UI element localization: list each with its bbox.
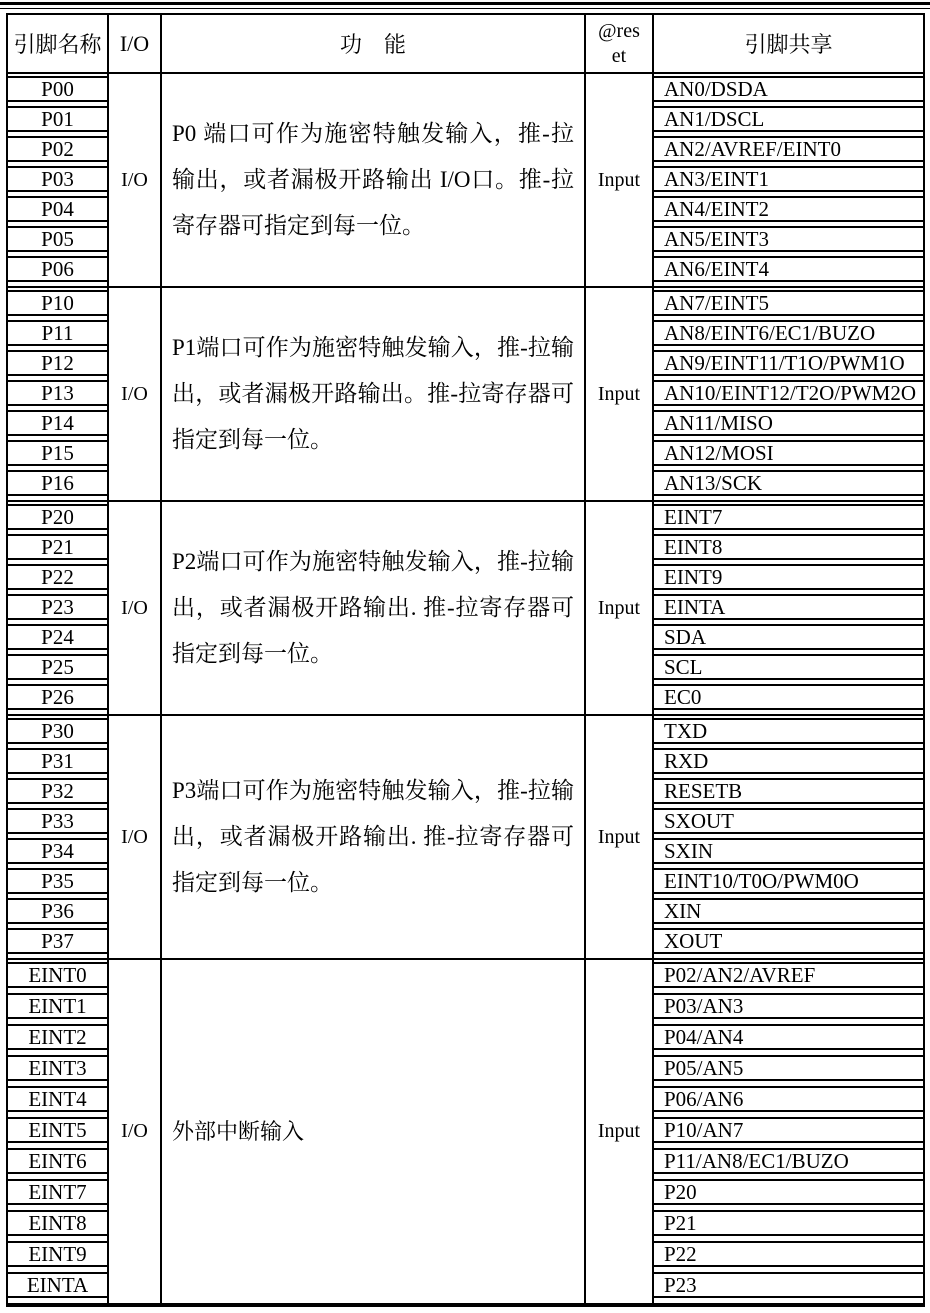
pin-name-column [8,960,107,1303]
share-cell: AN9/EINT11/T1O/PWM1O [654,350,923,376]
share-cell: EC0 [654,684,923,710]
pin-name-column [8,288,107,500]
pin-cell: P37 [8,928,107,954]
pin-cell: P32 [8,778,107,804]
share-cell: SXOUT [654,808,923,834]
share-cell: P10/AN7 [654,1117,923,1143]
pin-cell: P24 [8,624,107,650]
pin-name-column [8,502,107,714]
pin-cell: EINT4 [8,1086,107,1112]
top-rule [0,2,930,9]
reset-state-cell: Input [584,502,652,714]
pin-share-column [652,502,923,714]
pin-cell: EINT5 [8,1117,107,1143]
pin-cell: P22 [8,564,107,590]
share-cell: AN11/MISO [654,410,923,436]
table-header-row [8,15,923,72]
pin-cell: EINT8 [8,1210,107,1236]
share-cell: AN0/DSDA [654,76,923,102]
io-cell: I/O [107,74,160,286]
share-cell: AN1/DSCL [654,106,923,132]
share-cell: RXD [654,748,923,774]
share-cell: SDA [654,624,923,650]
pin-description-table [6,13,925,1307]
share-cell: EINT10/T0O/PWM0O [654,868,923,894]
share-cell: AN4/EINT2 [654,196,923,222]
reset-state-cell: Input [584,716,652,958]
pin-cell: EINT9 [8,1241,107,1267]
share-cell: P06/AN6 [654,1086,923,1112]
share-cell: P23 [654,1272,923,1298]
pin-cell: EINT7 [8,1179,107,1205]
share-cell: AN7/EINT5 [654,290,923,316]
share-cell: P22 [654,1241,923,1267]
table-section [8,958,923,1303]
share-cell: P04/AN4 [654,1024,923,1050]
function-text: P3端口可作为施密特触发输入，推-拉输出，或者漏极开路输出. 推-拉寄存器可指定到每一位。 [172,778,574,895]
function-cell [160,716,584,958]
io-cell: I/O [107,960,160,1303]
table-section [8,286,923,500]
share-cell: P11/AN8/EC1/BUZO [654,1148,923,1174]
pin-cell: P14 [8,410,107,436]
header-reset [584,15,652,72]
header-reset-label: @reset [598,19,640,67]
pin-cell: P13 [8,380,107,406]
share-cell: P05/AN5 [654,1055,923,1081]
pin-cell: P26 [8,684,107,710]
pin-cell: P16 [8,470,107,496]
pin-cell: P05 [8,226,107,252]
share-cell: AN12/MOSI [654,440,923,466]
share-cell: AN3/EINT1 [654,166,923,192]
function-text: P2端口可作为施密特触发输入，推-拉输出，或者漏极开路输出. 推-拉寄存器可指定到每一位。 [172,549,574,666]
pin-cell: P30 [8,718,107,744]
pin-cell: P12 [8,350,107,376]
io-cell: I/O [107,502,160,714]
pin-cell: P21 [8,534,107,560]
pin-cell: EINT2 [8,1024,107,1050]
reset-state-cell: Input [584,288,652,500]
io-cell: I/O [107,288,160,500]
pin-cell: EINT3 [8,1055,107,1081]
pin-cell: P03 [8,166,107,192]
pin-cell: P15 [8,440,107,466]
pin-name-column [8,716,107,958]
io-cell: I/O [107,716,160,958]
pin-cell: EINT1 [8,993,107,1019]
header-function: 功 能 [160,15,584,72]
share-cell: EINT9 [654,564,923,590]
pin-cell: P01 [8,106,107,132]
table-section [8,500,923,714]
pin-cell: P10 [8,290,107,316]
share-cell: XIN [654,898,923,924]
pin-cell: P02 [8,136,107,162]
pin-share-column [652,74,923,286]
pin-cell: EINT6 [8,1148,107,1174]
function-text: 外部中断输入 [172,1118,305,1144]
pin-cell: P20 [8,504,107,530]
reset-state-cell: Input [584,960,652,1303]
pin-cell: P31 [8,748,107,774]
share-cell: AN5/EINT3 [654,226,923,252]
share-cell: P21 [654,1210,923,1236]
function-cell [160,960,584,1303]
pin-cell: P23 [8,594,107,620]
pin-cell: P06 [8,256,107,282]
header-pin-share: 引脚共享 [652,15,923,72]
pin-name-column [8,74,107,286]
share-cell: AN10/EINT12/T2O/PWM2O [654,380,923,406]
pin-cell: P33 [8,808,107,834]
share-cell: RESETB [654,778,923,804]
share-cell: AN6/EINT4 [654,256,923,282]
share-cell: TXD [654,718,923,744]
share-cell: P20 [654,1179,923,1205]
share-cell: SXIN [654,838,923,864]
pin-cell: EINTA [8,1272,107,1298]
share-cell: XOUT [654,928,923,954]
function-cell [160,502,584,714]
table-section [8,72,923,286]
table-section [8,714,923,958]
share-cell: EINT7 [654,504,923,530]
pin-cell: P11 [8,320,107,346]
pin-cell: P04 [8,196,107,222]
share-cell: P03/AN3 [654,993,923,1019]
share-cell: EINTA [654,594,923,620]
pin-cell: P25 [8,654,107,680]
pin-share-column [652,288,923,500]
pin-cell: P35 [8,868,107,894]
function-text: P1端口可作为施密特触发输入，推-拉输出，或者漏极开路输出。推-拉寄存器可指定到每一位。 [172,335,574,452]
pin-share-column [652,960,923,1303]
function-text: P0 端口可作为施密特触发输入，推-拉输出，或者漏极开路输出 I/O口。推-拉寄存器可指定到每一位。 [172,121,574,238]
share-cell: AN13/SCK [654,470,923,496]
pin-share-column [652,716,923,958]
pin-cell: EINT0 [8,962,107,988]
share-cell: AN8/EINT6/EC1/BUZO [654,320,923,346]
header-pin-name: 引脚名称 [13,32,102,57]
pin-cell: P36 [8,898,107,924]
share-cell: P02/AN2/AVREF [654,962,923,988]
pin-cell: P34 [8,838,107,864]
share-cell: AN2/AVREF/EINT0 [654,136,923,162]
header-io: I/O [107,15,160,72]
pin-cell: P00 [8,76,107,102]
function-cell [160,74,584,286]
function-cell [160,288,584,500]
reset-state-cell: Input [584,74,652,286]
share-cell: EINT8 [654,534,923,560]
share-cell: SCL [654,654,923,680]
